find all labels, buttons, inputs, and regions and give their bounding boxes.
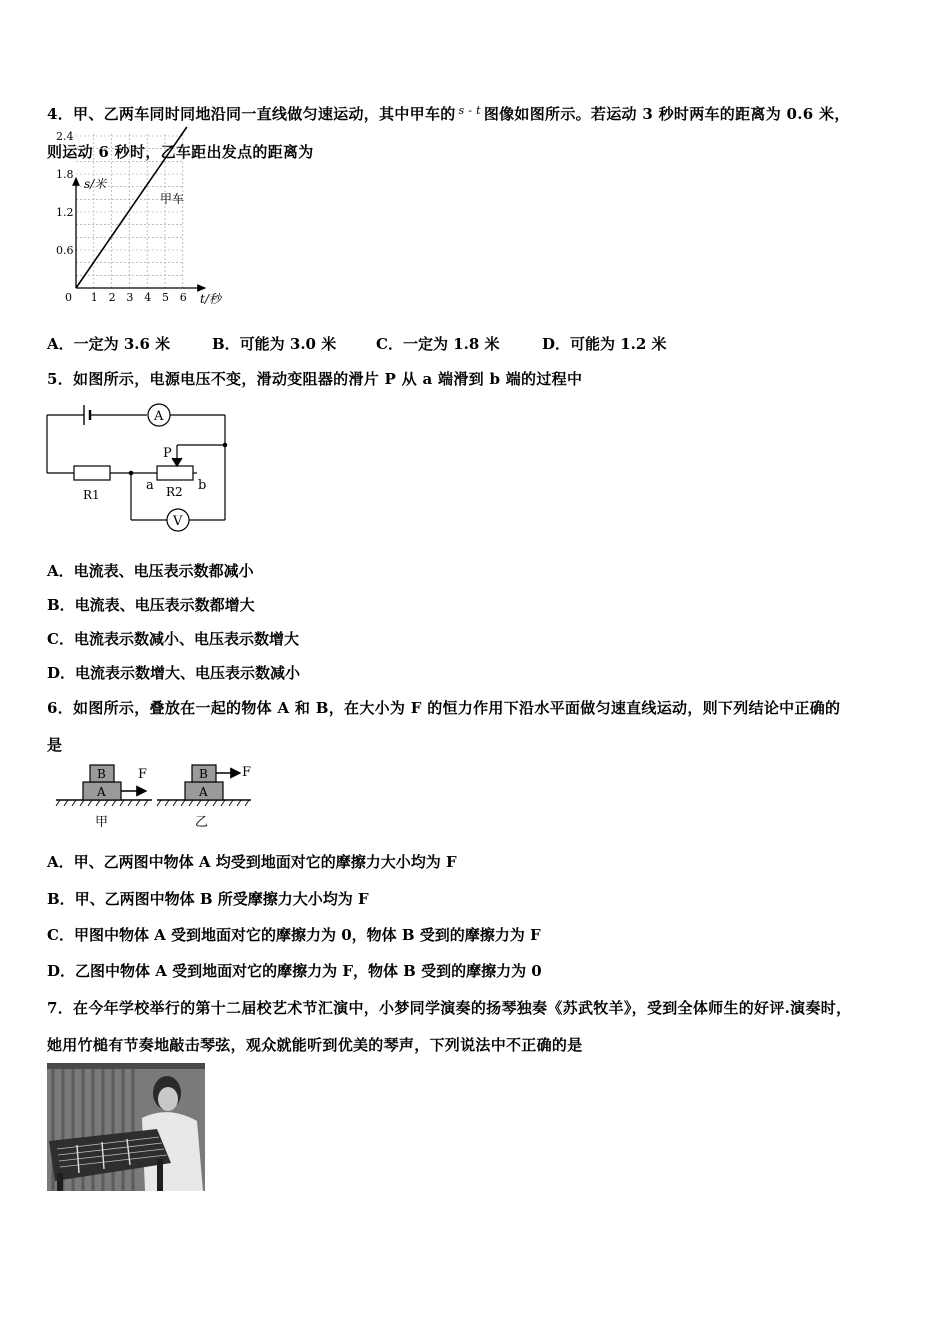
q7-stem-line1: 7．在今年学校举行的第十二届校艺术节汇演中，小梦同学演奏的扬琴独奏《苏武牧羊》，受到全体师生的好评.演奏时，: [47, 999, 852, 1017]
caption-yi: 乙: [195, 815, 209, 830]
yangqin-performance-photo: [47, 1063, 205, 1191]
slider-label: P: [163, 446, 172, 461]
graph-origin: 0: [65, 291, 72, 304]
q5-option-a[interactable]: A．电流表、电压表示数都减小: [47, 562, 254, 580]
graph-x-label: t/秒: [200, 292, 221, 306]
q6-blocks-diagram: [54, 760, 254, 834]
graph-x-tick-label: 4: [144, 291, 152, 304]
yi-block-a: A: [199, 785, 208, 799]
q4-stem-line2: 则运动 6 秒时，乙车距出发点的距离为: [47, 143, 314, 161]
graph-x-tick-label: 2: [108, 291, 116, 304]
caption-jia: 甲: [95, 815, 109, 830]
q4-option-a[interactable]: A．一定为 3.6 米: [47, 335, 171, 353]
q6-option-c[interactable]: C．甲图中物体 A 受到地面对它的摩擦力为 0，物体 B 受到的摩擦力为 F: [47, 926, 541, 944]
graph-y-tick-label: 2.4: [56, 130, 74, 143]
graph-series-label: 甲车: [160, 192, 185, 206]
q4-stem-line1: [47, 103, 850, 124]
q6-option-a[interactable]: A．甲、乙两图中物体 A 均受到地面对它的摩擦力大小均为 F: [47, 853, 457, 871]
q5-stem: 5．如图所示，电源电压不变，滑动变阻器的滑片 P 从 a 端滑到 b 端的过程中: [47, 370, 583, 388]
q4-stem-part2: 图像如图所示。若运动 3 秒时两车的距离为 0.6 米，: [483, 105, 850, 123]
q4-option-b[interactable]: B．可能为 3.0 米: [212, 335, 337, 353]
q5-option-d[interactable]: D．电流表示数增大、电压表示数减小: [47, 664, 301, 682]
q5-option-c[interactable]: C．电流表示数减小、电压表示数增大: [47, 630, 299, 648]
voltmeter-label: V: [173, 514, 183, 529]
graph-y-label: s/米: [84, 177, 107, 191]
q7-stem-line2: 她用竹槌有节奏地敲击琴弦，观众就能听到优美的琴声，下列说法中不正确的是: [47, 1036, 583, 1054]
q4-option-d[interactable]: D．可能为 1.2 米: [542, 335, 667, 353]
q6-stem-line2: 是: [47, 736, 63, 754]
q6-option-d[interactable]: D．乙图中物体 A 受到地面对它的摩擦力为 F，物体 B 受到的摩擦力为 0: [47, 962, 542, 980]
graph-x-tick-label: 5: [162, 291, 169, 304]
jia-force-label: F: [138, 767, 148, 782]
q6-option-b[interactable]: B．甲、乙两图中物体 B 所受摩擦力大小均为 F: [47, 890, 369, 908]
jia-block-b: B: [97, 767, 106, 781]
q4-option-c[interactable]: C．一定为 1.8 米: [376, 335, 500, 353]
graph-y-tick-label: 0.6: [56, 244, 74, 257]
yi-block-b: B: [199, 767, 208, 781]
ammeter-label: A: [154, 409, 164, 424]
graph-x-tick-label: 6: [179, 291, 187, 304]
end-b-label: b: [198, 478, 207, 493]
end-a-label: a: [146, 478, 154, 493]
yi-force-label: F: [242, 765, 252, 780]
r2-label: R2: [166, 485, 183, 499]
q5-circuit-diagram: [44, 400, 234, 530]
q4-stem-part1: 4．甲、乙两车同时同地沿同一直线做匀速运动，其中甲车的: [47, 105, 456, 123]
q6-stem-line1: 6．如图所示，叠放在一起的物体 A 和 B，在大小为 F 的恒力作用下沿水平面做匀速直线运动，则下列结论中正确的: [47, 699, 841, 717]
graph-x-tick-label: 1: [90, 291, 98, 304]
r1-label: R1: [83, 488, 100, 502]
q4-stem-var: s - t: [458, 104, 481, 117]
jia-block-a: A: [97, 785, 106, 799]
graph-y-tick-label: 1.8: [56, 168, 74, 181]
graph-y-tick-label: 1.2: [56, 206, 74, 219]
graph-x-tick-label: 3: [126, 291, 134, 304]
q5-option-b[interactable]: B．电流表、电压表示数都增大: [47, 596, 255, 614]
